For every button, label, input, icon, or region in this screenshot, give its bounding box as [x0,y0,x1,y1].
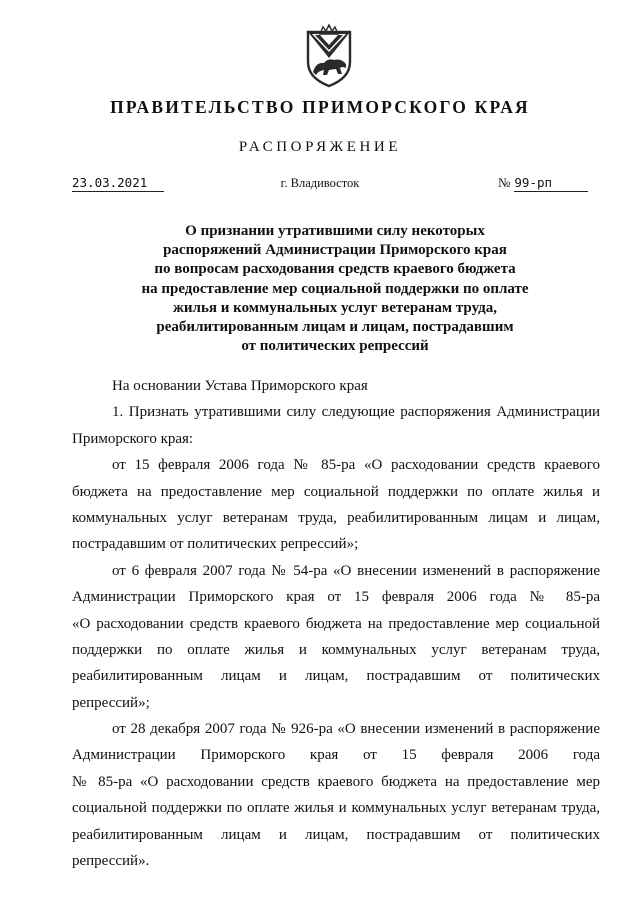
body-line: реабилитированным лицам и лицам, пострадавшим от политических [72,826,600,843]
document-number-block [498,175,597,192]
body-line: бюджета на предоставление мер социальной поддержки по оплате жилья и [72,483,600,500]
heading-line: О признании утратившими силу некоторых [185,223,485,239]
heading-line: жилья и коммунальных услуг ветеранам труда, [173,299,497,316]
body-line: от 28 декабря 2007 года № 926-ра «О внесении изменений в распоряжение [112,721,600,738]
body-line: 1. Признать утратившими силу следующие распоряжения Администрации [112,404,600,421]
body-line: На основании Устава Приморского края [112,378,368,394]
number-sign: № [498,175,511,190]
body-line: репрессий»; [72,694,150,711]
body-line: от 15 февраля 2006 года № 85-ра «О расходовании средств краевого [112,457,600,474]
document-body [72,373,600,874]
body-line: Администрации Приморского края от 15 февраля 2006 года № 85-ра [72,589,600,606]
body-line: пострадавшим от политических репрессий»; [72,536,359,553]
coat-of-arms-emblem [302,22,356,88]
body-line: репрессий». [72,853,150,870]
body-line: «О расходовании средств краевого бюджета на предоставление мер социальной [72,615,600,632]
body-line: социальной поддержки по оплате жилья и коммунальных услуг ветеранам труда, [72,800,600,817]
heading-line: реабилитированным лицам и лицам, пострадавшим [156,319,514,336]
document-city: г. Владивосток [280,176,360,190]
document-date: 23.03.2021 [72,175,164,192]
body-line: поддержки по оплате жилья и коммунальных услуг ветеранам труда, [72,641,600,658]
body-line: № 85-ра «О расходовании средств краевого бюджета на предоставление мер [72,773,600,790]
document-number: 99-рп [514,175,588,192]
body-line: от 6 февраля 2007 года № 54-ра «О внесении изменений в распоряжение [112,562,600,579]
document-type: РАСПОРЯЖЕНИЕ [238,139,402,155]
body-line: коммунальных услуг ветеранам труда, реабилитированным лицам и лицам, [72,509,600,526]
heading-line: по вопросам расходования средств краевого бюджета [154,261,516,278]
heading-line: распоряжений Администрации Приморского края [163,242,507,259]
document-heading [70,222,600,356]
heading-line: от политических репрессий [241,338,429,355]
body-line: реабилитированным лицам и лицам, пострадавшим от политических [72,668,600,685]
body-line: Администрации Приморского края от 15 февраля 2006 года [72,747,600,764]
government-title: ПРАВИТЕЛЬСТВО ПРИМОРСКОГО КРАЯ [110,97,530,117]
heading-line: на предоставление мер социальной поддержки по оплате [141,280,529,297]
body-line: Приморского края: [72,430,194,447]
